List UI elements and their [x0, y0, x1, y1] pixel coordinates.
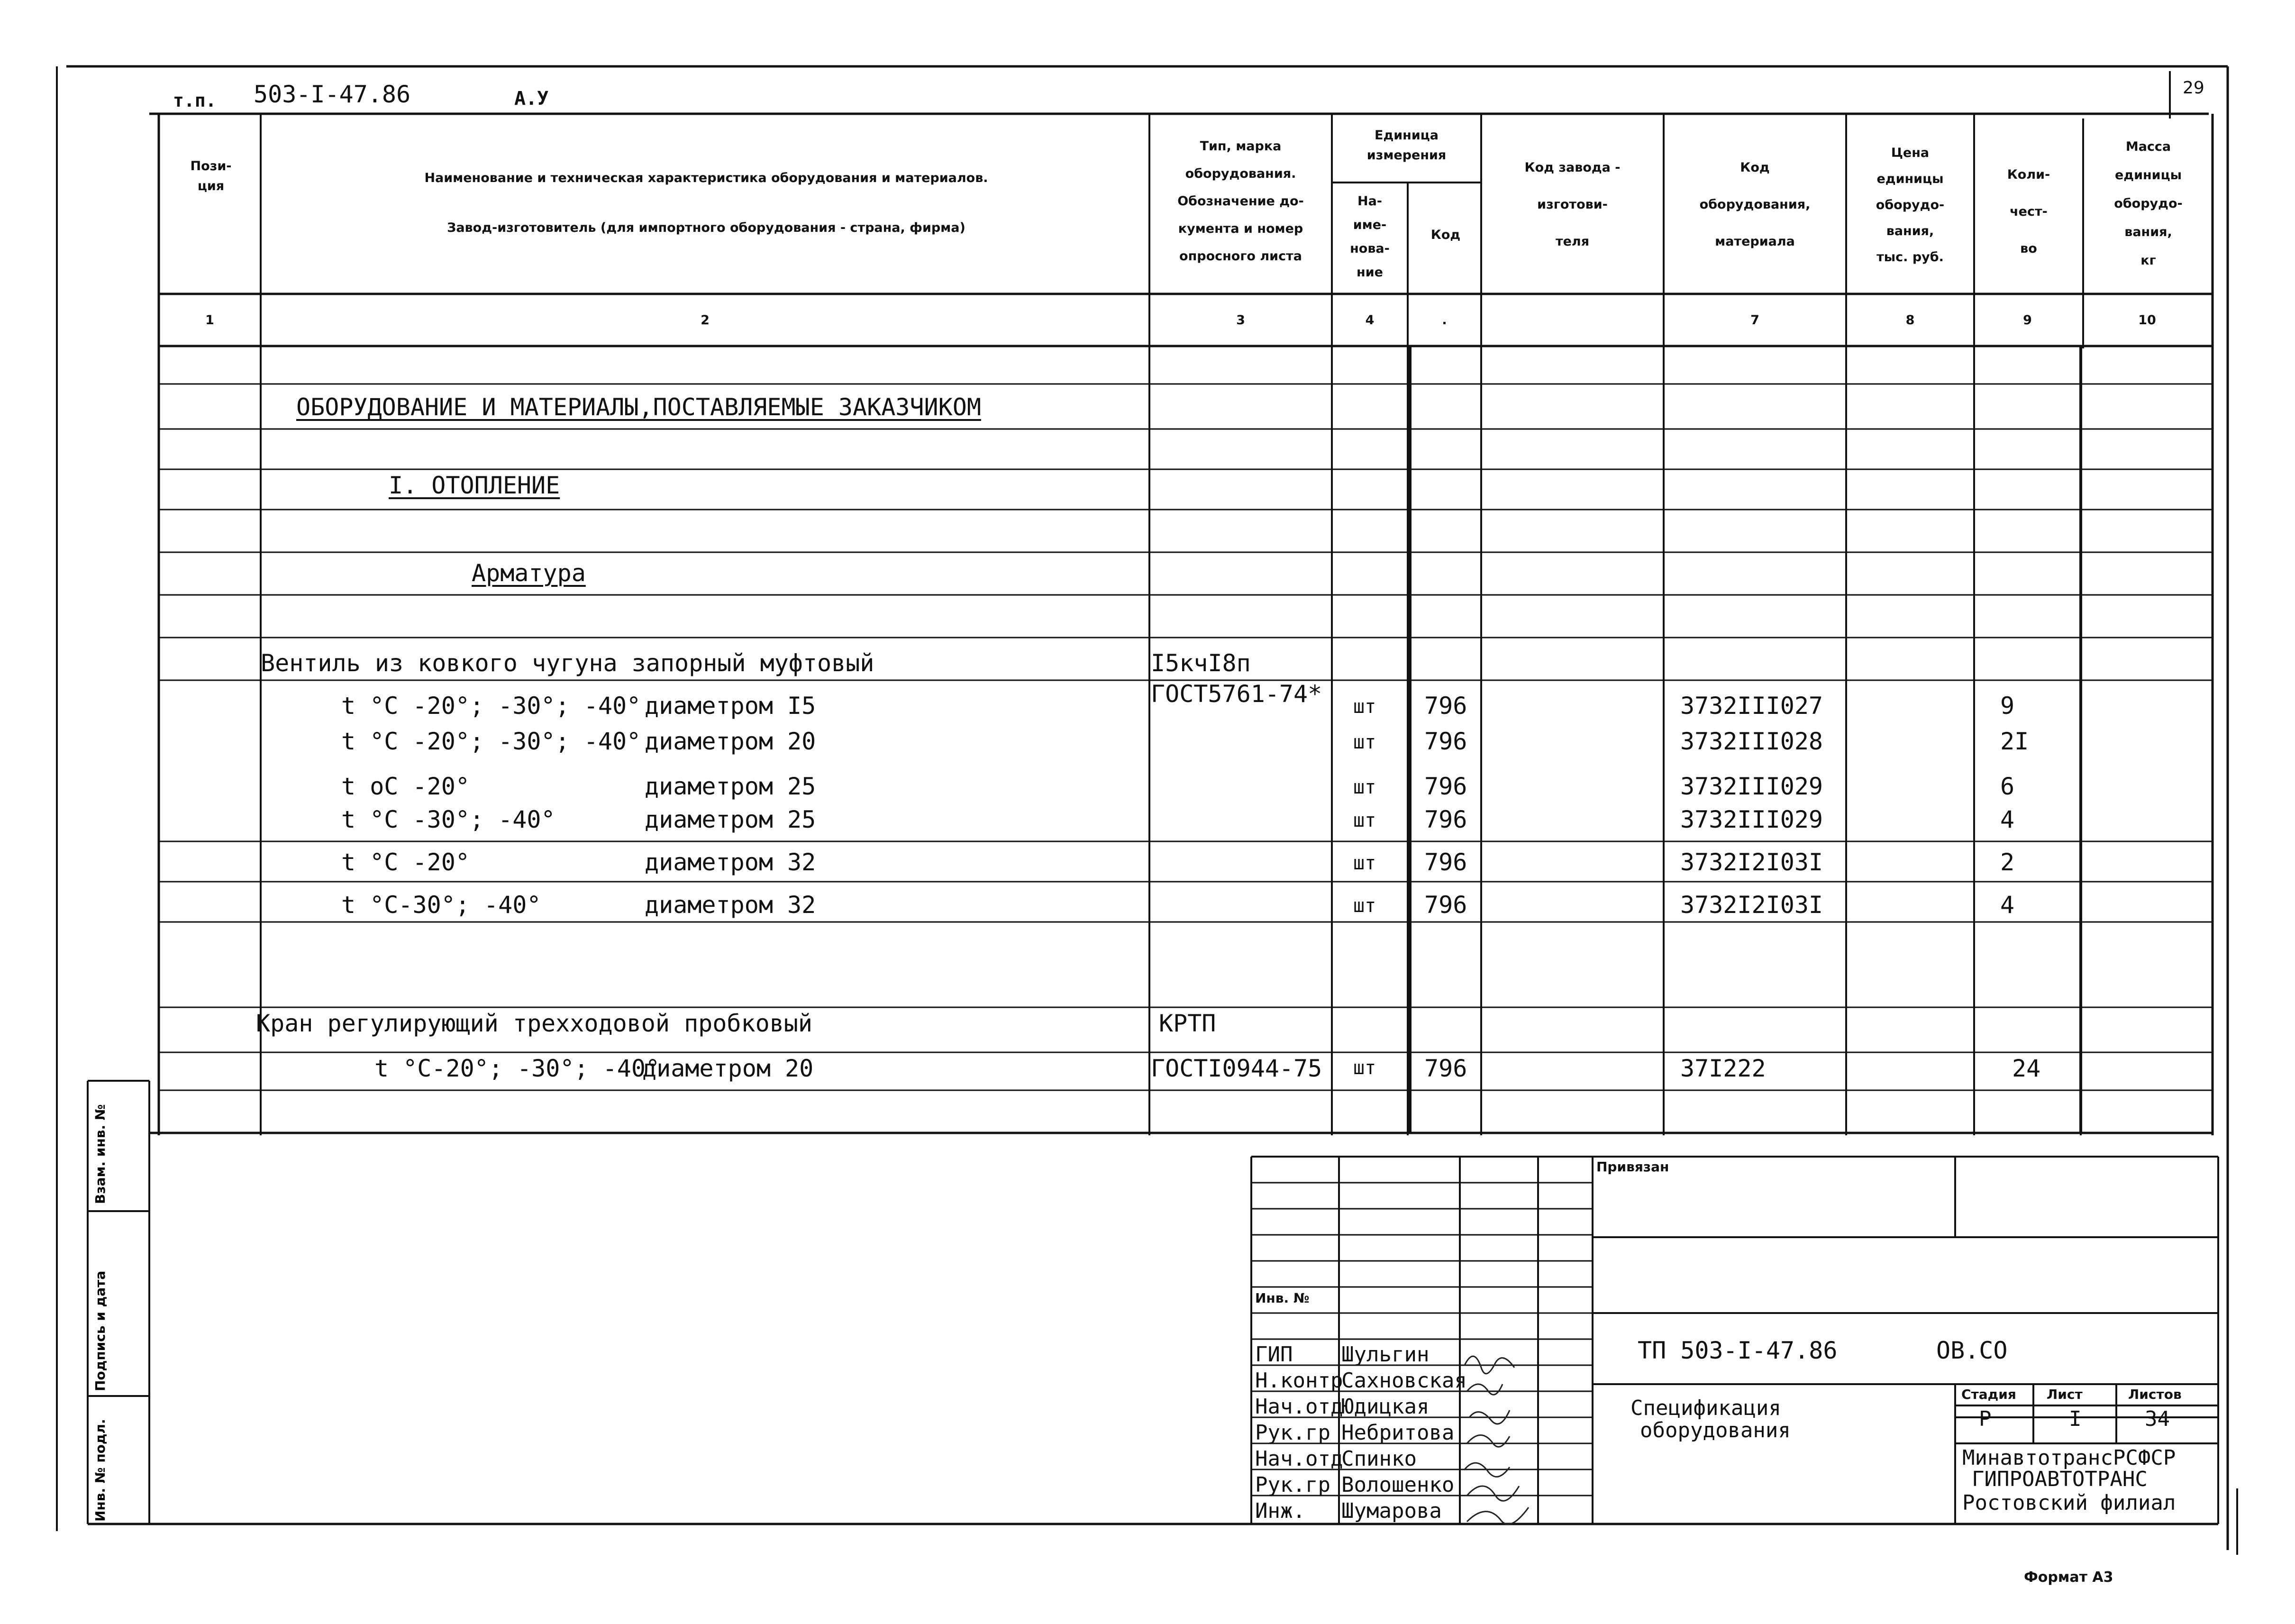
role-person: Сахновская: [1341, 1369, 1467, 1393]
role-label: ГИП: [1255, 1342, 1293, 1367]
doc-code: ТП 503-I-47.86: [1638, 1337, 1838, 1364]
doc-title-1: Спецификация: [1630, 1396, 1781, 1420]
item-eq-code: 3732I2I03I: [1680, 848, 1823, 876]
item-desc: диаметром 32: [645, 891, 816, 919]
doc-ref-number: 503-I-47.86: [254, 81, 411, 108]
sheets-label: Листов: [2128, 1387, 2182, 1402]
col-number-7: 7: [1750, 313, 1759, 328]
stage-value: Р: [1979, 1407, 1992, 1431]
item-code: 796: [1424, 728, 1467, 755]
item2-name: Кран регулирующий трехходовой пробковый: [256, 1010, 812, 1037]
side-stamp-inv: Инв. № подл.: [92, 1419, 108, 1522]
col-number-8: 8: [1905, 313, 1915, 328]
item-unit: шт: [1353, 776, 1376, 798]
org-line-2: ГИПРОАВТОТРАНС: [1972, 1467, 2148, 1491]
header-unit-code: Код: [1430, 228, 1461, 242]
role-person: Небритова: [1341, 1421, 1455, 1445]
item-temp: t °С-30°; -40°: [341, 891, 541, 919]
item2-desc: диаметром 20: [642, 1055, 814, 1082]
item-qty: 4: [2000, 891, 2015, 919]
header-unit-group: Единица измерения: [1366, 128, 1447, 163]
stage-label: Стадия: [1961, 1387, 2016, 1402]
header-unit-name: На- име- нова- ние: [1350, 194, 1390, 280]
doc-ref-suffix: А.У: [514, 88, 549, 109]
item1-doc: ГОСТ5761-74*: [1151, 680, 1322, 708]
col-number-10: 10: [2138, 313, 2156, 328]
item-qty: 9: [2000, 692, 2015, 720]
item-qty: 2I: [2000, 728, 2029, 755]
item1-name: Вентиль из ковкого чугуна запорный муфтовый: [261, 649, 874, 677]
side-stamp-replace: Взам. инв. №: [92, 1104, 108, 1204]
subsection-title: I. ОТОПЛЕНИЕ: [389, 472, 560, 499]
role-person: Шульгин: [1341, 1342, 1430, 1367]
header-name-line2: Завод-изготовитель (для импортного оборудования - страна, фирма): [447, 220, 965, 235]
format-label: Формат А3: [2024, 1569, 2113, 1586]
role-label: Рук.гр: [1255, 1421, 1330, 1445]
doc-title-2: оборудования: [1640, 1418, 1791, 1442]
section-title: ОБОРУДОВАНИЕ И МАТЕРИАЛЫ,ПОСТАВЛЯЕМЫЕ ЗАКАЗЧИКОМ: [296, 393, 981, 421]
role-label: Рук.гр: [1255, 1473, 1330, 1497]
org-line-1: МинавтотрансРСФСР: [1962, 1446, 2176, 1470]
item-code: 796: [1424, 848, 1467, 876]
item-eq-code: 3732III029: [1680, 773, 1823, 800]
item2-code: 796: [1424, 1055, 1467, 1082]
item2-eq-code: 37I222: [1680, 1055, 1766, 1082]
item-desc: диаметром 25: [645, 773, 816, 800]
side-stamp-signature: Подпись и дата: [92, 1270, 108, 1391]
col-number-4: 4: [1365, 313, 1375, 328]
role-person: Волошенко: [1341, 1473, 1455, 1497]
item-code: 796: [1424, 692, 1467, 720]
item-eq-code: 3732III027: [1680, 692, 1823, 720]
privyazan-label: Привязан: [1596, 1159, 1669, 1175]
item-eq-code: 3732III028: [1680, 728, 1823, 755]
sheet-value: I: [2069, 1407, 2082, 1431]
item-desc: диаметром 32: [645, 848, 816, 876]
header-price: Цена единицы оборудо- вания, тыс. руб.: [1876, 146, 1945, 265]
doc-ref-prefix: т.п.: [173, 90, 217, 111]
role-label: Инж.: [1255, 1499, 1305, 1523]
role-label: Нач.отд: [1255, 1447, 1343, 1471]
col-number-5: .: [1442, 313, 1447, 328]
sheet-label: Лист: [2047, 1387, 2083, 1402]
role-label: Н.контр: [1255, 1369, 1343, 1393]
item2-type: КРТП: [1159, 1010, 1216, 1037]
col-number-9: 9: [2023, 313, 2032, 328]
page-number: 29: [2183, 78, 2204, 98]
sheets-value: 34: [2145, 1407, 2170, 1431]
header-quantity: Коли- чест- во: [2007, 167, 2050, 256]
item-temp: t °С -20°: [341, 848, 470, 876]
item-unit: шт: [1353, 731, 1376, 753]
role-person: Юдицкая: [1341, 1395, 1430, 1419]
item-eq-code: 3732III029: [1680, 806, 1823, 833]
item-desc: диаметром 25: [645, 806, 816, 833]
header-name-line1: Наименование и техническая характеристика оборудования и материалов.: [424, 171, 988, 185]
item-qty: 2: [2000, 848, 2015, 876]
col-number-2: 2: [701, 313, 710, 328]
item-desc: диаметром I5: [645, 692, 816, 720]
item2-temp: t °С-20°; -30°; -40°: [374, 1055, 660, 1082]
header-position: Пози- ция: [190, 159, 232, 193]
item-eq-code: 3732I2I03I: [1680, 891, 1823, 919]
item-code: 796: [1424, 806, 1467, 833]
item2-qty: 24: [2012, 1055, 2041, 1082]
col-number-3: 3: [1236, 313, 1245, 328]
item1-type: I5кчI8п: [1151, 649, 1251, 677]
item-temp: t °С -30°; -40°: [341, 806, 556, 833]
item2-unit: шт: [1353, 1057, 1376, 1079]
item-desc: диаметром 20: [645, 728, 816, 755]
signatures: [1465, 1356, 1529, 1524]
item-temp: t °С -20°; -30°; -40°: [341, 728, 641, 755]
item-unit: шт: [1353, 810, 1376, 831]
item-qty: 4: [2000, 806, 2015, 833]
header-type: Тип, марка оборудования. Обозначение до- кумента и номер опросного листа: [1177, 139, 1304, 264]
item-code: 796: [1424, 891, 1467, 919]
role-label: Нач.отд: [1255, 1395, 1343, 1419]
item-temp: t °С -20°; -30°; -40°: [341, 692, 641, 720]
item-unit: шт: [1353, 696, 1376, 718]
col-number-1: 1: [205, 313, 214, 328]
item-qty: 6: [2000, 773, 2015, 800]
inv-no-label: Инв. №: [1255, 1290, 1310, 1306]
group-title: Арматура: [472, 559, 586, 587]
role-person: Спинко: [1341, 1447, 1417, 1471]
doc-suffix: ОВ.СО: [1936, 1337, 2008, 1364]
org-line-3: Ростовский филиал: [1962, 1491, 2176, 1515]
item-code: 796: [1424, 773, 1467, 800]
item-unit: шт: [1353, 852, 1376, 874]
header-equipment-code: Код оборудования, материала: [1699, 160, 1811, 249]
item2-doc: ГОСТI0944-75: [1151, 1055, 1322, 1082]
role-person: Шумарова: [1341, 1499, 1442, 1523]
item-unit: шт: [1353, 895, 1376, 917]
item-temp: t оС -20°: [341, 773, 470, 800]
header-manufacturer-code: Код завода - изготови- теля: [1524, 160, 1621, 249]
header-mass: Масса единицы оборудо- вания, кг: [2114, 139, 2183, 268]
